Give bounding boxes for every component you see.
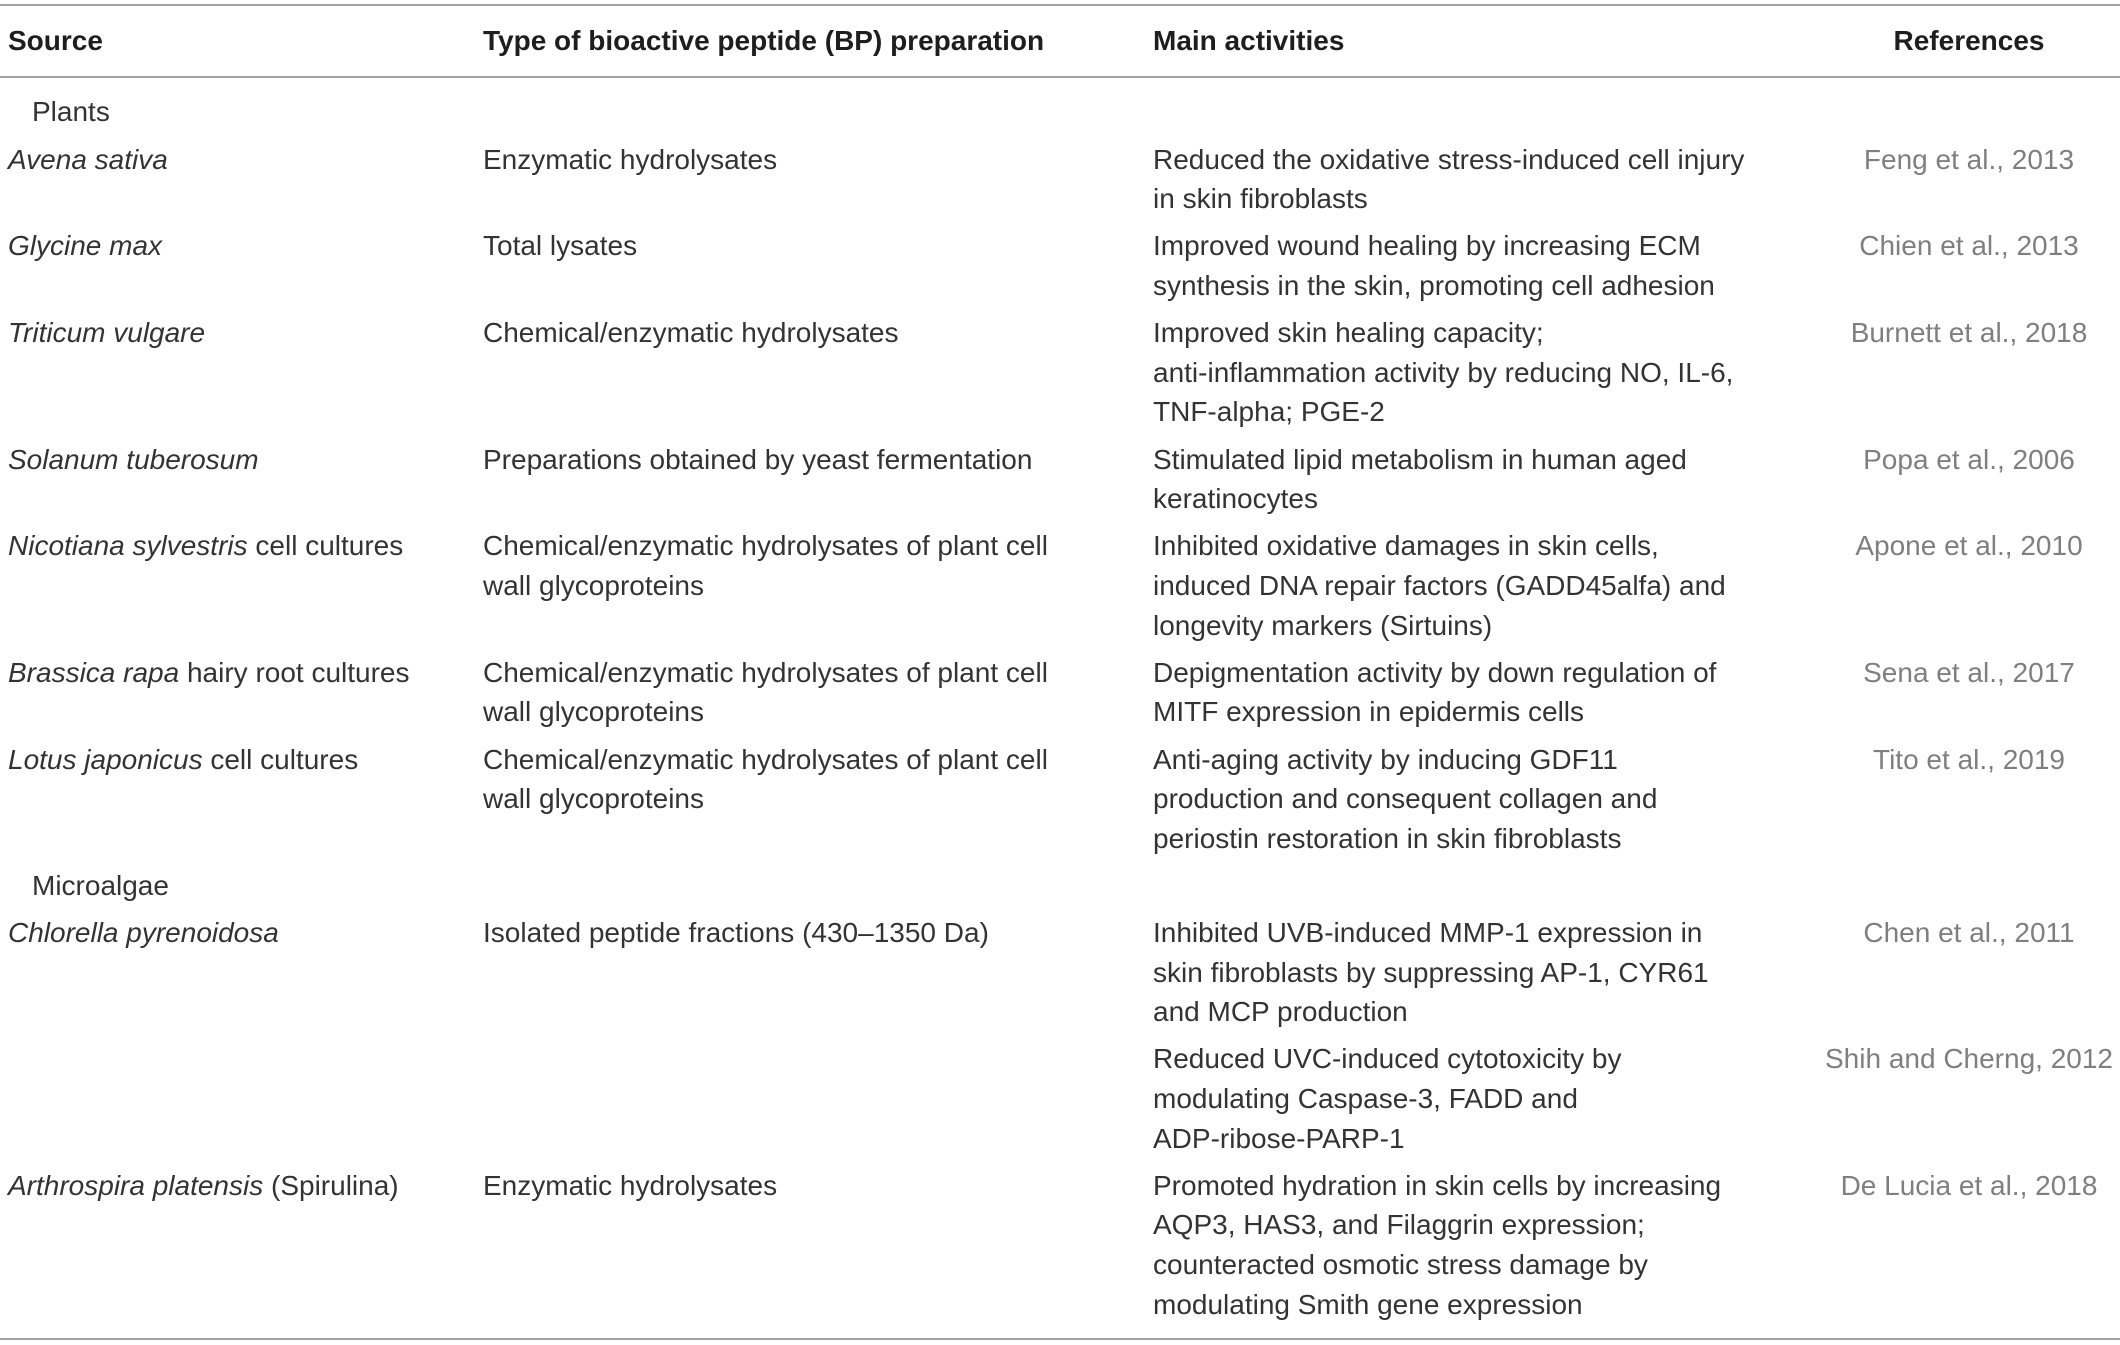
- header-preparation-type: Type of bioactive peptide (BP) preparation: [483, 24, 1045, 56]
- table-row: [0, 436, 2120, 523]
- main-activities-cell: Reduced UVC-induced cytotoxicity by modulating Caspase-3, FADD and ADP-ribose-PARP-1: [1153, 1043, 1622, 1154]
- main-activities-cell: Promoted hydration in skin cells by increasing AQP3, HAS3, and Filaggrin expression; counteracted osmotic stress damage by modulating Smith gene expression: [1153, 1169, 1722, 1320]
- main-activities-cell: Anti-aging activity by inducing GDF11 production and consequent collagen and periostin restoration in skin fibroblasts: [1153, 743, 1658, 854]
- header-references: References: [1893, 24, 2045, 56]
- species-name: Lotus japonicus: [8, 743, 203, 775]
- section-label-plants: Plants: [32, 96, 110, 128]
- header-source: Source: [8, 24, 103, 56]
- source-suffix: cell cultures: [255, 530, 404, 562]
- section-label-microalgae: Microalgae: [32, 869, 169, 901]
- reference-cell: Burnett et al., 2018: [1850, 317, 2088, 349]
- species-name: Avena sativa: [8, 143, 168, 175]
- reference-cell: Apone et al., 2010: [1855, 530, 2083, 562]
- main-activities-cell: Stimulated lipid metabolism in human aged keratinocytes: [1153, 443, 1687, 515]
- preparation-type-cell: Preparations obtained by yeast fermentation: [483, 443, 1033, 475]
- source-suffix: hairy root cultures: [186, 656, 410, 688]
- source-suffix: (Spirulina): [271, 1169, 399, 1201]
- species-name: Nicotiana sylvestris: [8, 530, 248, 562]
- source-suffix: cell cultures: [210, 743, 359, 775]
- table-row: [0, 309, 2120, 435]
- species-name: Arthrospira platensis: [8, 1169, 264, 1201]
- species-name: Brassica rapa: [8, 656, 180, 688]
- table-row: [0, 523, 2120, 649]
- source-cell: [0, 653, 483, 732]
- reference-cell: Sena et al., 2017: [1863, 656, 2075, 688]
- source-cell: [0, 526, 483, 645]
- preparation-type-cell: Chemical/enzymatic hydrolysates of plant cell wall glycoproteins: [483, 656, 1048, 728]
- table-row: [0, 136, 2120, 223]
- reference-cell: Popa et al., 2006: [1863, 443, 2075, 475]
- preparation-type-cell: Enzymatic hydrolysates: [483, 143, 778, 175]
- species-name: Chlorella pyrenoidosa: [8, 917, 279, 949]
- main-activities-cell: Depigmentation activity by down regulation of MITF expression in epidermis cells: [1153, 656, 1717, 728]
- species-name: Solanum tuberosum: [8, 443, 259, 475]
- reference-cell: Feng et al., 2013: [1863, 143, 2075, 175]
- table-row: [0, 909, 2120, 1035]
- header-main-activities: Main activities: [1153, 24, 1345, 56]
- table-row: [0, 223, 2120, 310]
- main-activities-cell: Reduced the oxidative stress-induced cell injury in skin fibroblasts: [1153, 143, 1745, 215]
- source-cell-empty: [0, 1039, 483, 1158]
- reference-cell: Shih and Cherng, 2012: [1825, 1043, 2113, 1075]
- source-cell: [0, 913, 483, 1032]
- reference-cell: Chen et al., 2011: [1863, 917, 2075, 949]
- source-cell: [0, 440, 483, 519]
- species-name: Triticum vulgare: [8, 317, 206, 349]
- preparation-type-cell: Total lysates: [483, 230, 638, 262]
- source-cell: [0, 313, 483, 432]
- table-row: [0, 736, 2120, 862]
- source-cell: [0, 740, 483, 859]
- reference-cell: Tito et al., 2019: [1873, 743, 2065, 775]
- table-row: [0, 1162, 2120, 1338]
- main-activities-cell: Improved skin healing capacity; anti-inflammation activity by reducing NO, IL-6, TNF-alpha; PGE-2: [1153, 317, 1734, 428]
- preparation-type-cell: Enzymatic hydrolysates: [483, 1169, 778, 1201]
- main-activities-cell: Improved wound healing by increasing ECM synthesis in the skin, promoting cell adhesion: [1153, 230, 1715, 302]
- main-activities-cell: Inhibited UVB-induced MMP-1 expression in skin fibroblasts by suppressing AP-1, CYR61 and MCP production: [1153, 917, 1709, 1028]
- species-name: Glycine max: [8, 230, 163, 262]
- table-header-row: [0, 6, 2120, 76]
- table-row: [0, 649, 2120, 736]
- preparation-type-cell-empty: [483, 1039, 1153, 1158]
- source-cell: [0, 140, 483, 219]
- preparation-type-cell: Isolated peptide fractions (430–1350 Da): [483, 917, 989, 949]
- table-bottom-rule: [0, 1338, 2120, 1340]
- reference-cell: De Lucia et al., 2018: [1840, 1169, 2098, 1201]
- main-activities-cell: Inhibited oxidative damages in skin cells, induced DNA repair factors (GADD45alfa) and longevity markers (Sirtuins): [1153, 530, 1726, 641]
- table-row: [0, 1036, 2120, 1162]
- source-cell: [0, 1166, 483, 1324]
- preparation-type-cell: Chemical/enzymatic hydrolysates: [483, 317, 899, 349]
- preparation-type-cell: Chemical/enzymatic hydrolysates of plant cell wall glycoproteins: [483, 530, 1048, 601]
- preparation-type-cell: Chemical/enzymatic hydrolysates of plant cell wall glycoproteins: [483, 743, 1048, 815]
- source-cell: [0, 226, 483, 305]
- reference-cell: Chien et al., 2013: [1859, 230, 2079, 262]
